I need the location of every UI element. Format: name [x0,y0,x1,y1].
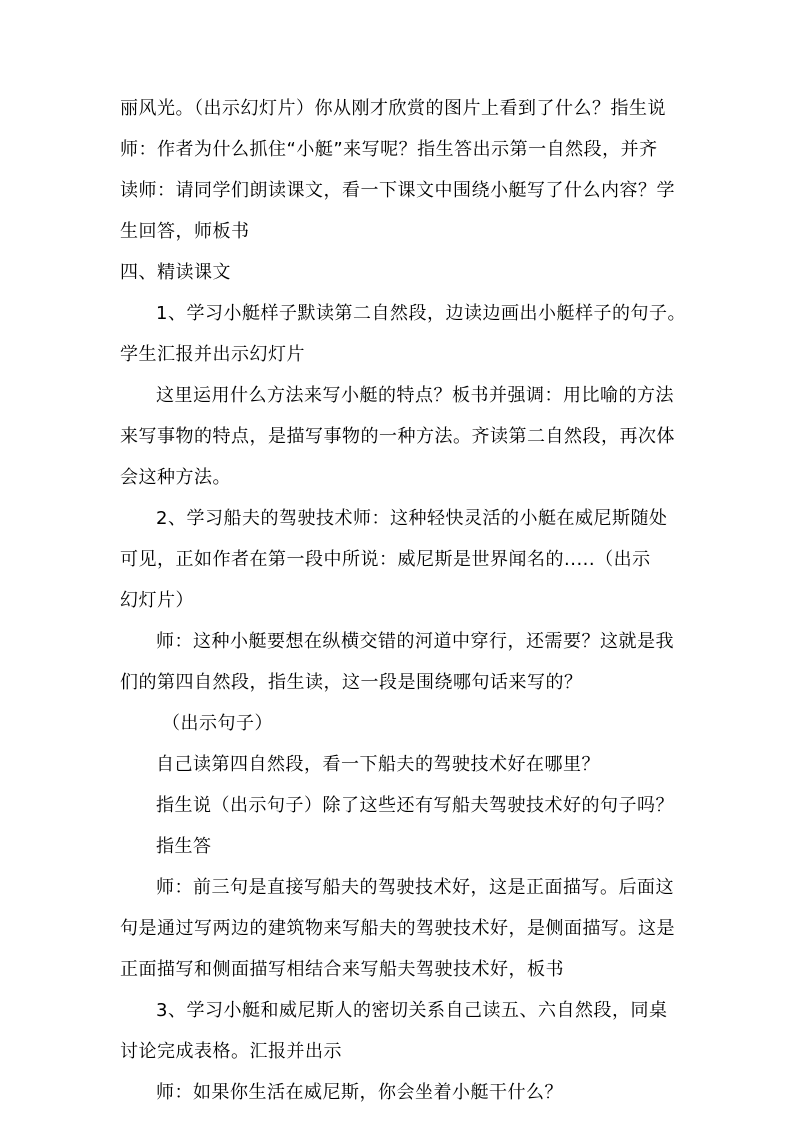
text-line: 2、学习船夫的驾驶技术师：这种轻快灵活的小艇在威尼斯随处 [156,508,668,529]
text-line: 可见，正如作者在第一段中所说：威尼斯是世界闻名的.....（出示 [120,549,651,570]
text-line: （出示句子） [162,713,273,734]
text-line: 丽风光。（出示幻灯片）你从刚才欣赏的图片上看到了什么？指生说 [120,98,666,119]
text-line: 生回答，师板书 [120,221,250,242]
section-heading: 四、精读课文 [120,262,231,283]
text-line: 3、学习小艇和威尼斯人的密切关系自己读五、六自然段，同桌 [156,1000,668,1021]
text-line: 1、学习小艇样子默读第二自然段，边读边画出小艇样子的句子。 [156,303,686,324]
text-line: 来写事物的特点，是描写事物的一种方法。齐读第二自然段，再次体 [120,426,675,447]
text-line: 这里运用什么方法来写小艇的特点？板书并强调：用比喻的方法 [156,385,674,406]
text-line: 师：如果你生活在威尼斯，你会坐着小艇干什么？ [156,1082,563,1103]
text-line: 正面描写和侧面描写相结合来写船夫驾驶技术好，板书 [120,959,564,980]
text-line: 指生说（出示句子）除了这些还有写船夫驾驶技术好的句子吗？ [156,795,674,816]
text-line: 句是通过写两边的建筑物来写船夫的驾驶技术好，是侧面描写。这是 [120,918,675,939]
text-line: 自己读第四自然段，看一下船夫的驾驶技术好在哪里？ [156,754,600,775]
text-line: 师：作者为什么抓住“小艇”来写呢？指生答出示第一自然段，并齐 [120,139,658,160]
text-line: 指生答 [156,836,212,857]
text-line: 讨论完成表格。汇报并出示 [120,1041,342,1062]
text-line: 师：前三句是直接写船夫的驾驶技术好，这是正面描写。后面这 [156,877,674,898]
text-line: 幻灯片） [120,590,194,611]
text-line: 读师：请同学们朗读课文，看一下课文中围绕小艇写了什么内容？学 [120,180,675,201]
text-line: 学生汇报并出示幻灯片 [120,344,305,365]
text-line: 会这种方法。 [120,467,231,488]
text-line: 师：这种小艇要想在纵横交错的河道中穿行，还需要？这就是我 [156,631,674,652]
text-line: 们的第四自然段，指生读，这一段是围绕哪句话来写的？ [120,672,583,693]
